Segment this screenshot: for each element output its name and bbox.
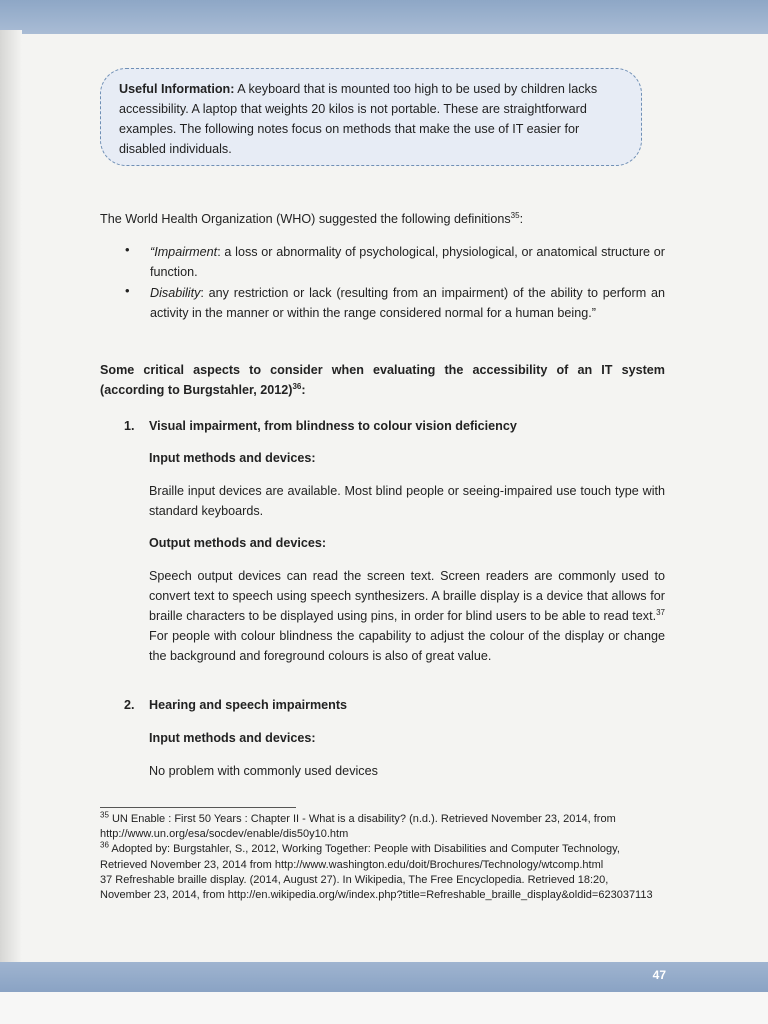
page-bottom-margin [0, 992, 768, 1024]
bullet-icon: • [125, 283, 130, 298]
footnote-ref-37: 37 [656, 607, 665, 617]
section-1-title: Visual impairment, from blindness to colour vision deficiency [149, 419, 517, 433]
section-2-input-heading: Input methods and devices: [149, 731, 316, 745]
who-intro [100, 209, 670, 229]
section-2-title: Hearing and speech impairments [149, 698, 348, 712]
footnote-35-text: UN Enable : First 50 Years : Chapter II - What is a disability? (n.d.). Retrieved November 23, 2014, from http://www.un.org/esa/socdev/enable/dis50y10.htm [100, 813, 616, 841]
definition-disability [150, 283, 665, 323]
section-1-number: 1. [124, 419, 135, 433]
definition-term: Disability [150, 286, 201, 300]
binding-shadow [0, 30, 22, 970]
definition-text: : a loss or abnormality of psychological, physiological, or anatomical structure or function. [150, 245, 665, 279]
footnote-36 [100, 842, 660, 872]
output-text-part-a: Speech output devices can read the screen text. Screen readers are commonly used to convert text to speech using speech synthesizers. A braille display is a device that allows for braille characters to be displayed using pins, in order for blind users to be able to read text. [149, 569, 665, 623]
who-intro-text: The World Health Organization (WHO) suggested the following definitions [100, 212, 511, 226]
info-box-label: Useful Information: [119, 82, 235, 96]
definition-text: : any restriction or lack (resulting from an impairment) of the ability to perform an activity in the manner or within the range considered normal for a human being.” [150, 286, 665, 320]
section-2-number: 2. [124, 698, 135, 712]
footnote-ref-35: 35 [510, 210, 520, 220]
who-intro-suffix: : [519, 212, 524, 226]
section-1-output-heading: Output methods and devices: [149, 536, 327, 550]
aspects-heading-suffix: : [301, 383, 306, 397]
footnote-divider [100, 807, 296, 808]
footnote-36-text: Adopted by: Burgstahler, S., 2012, Working Together: People with Disabilities and Computer Technology, Retrieved November 23, 2014 from http://www.washington.edu/doit/Brochures/Technology/wtcomp.html [100, 843, 620, 871]
footnote-36-ref: 36 [100, 840, 109, 850]
definition-impairment [150, 242, 665, 282]
output-text-part-b: For people with colour blindness the capability to adjust the colour of the display or change the background and foreground colours is also of great value. [149, 629, 665, 663]
section-1-input-text: Braille input devices are available. Most blind people or seeing-impaired use touch type with standard keyboards. [149, 484, 665, 518]
footnote-35-ref: 35 [100, 810, 109, 820]
footnote-35 [100, 812, 660, 842]
useful-information-box [100, 68, 642, 166]
bullet-icon: • [125, 242, 130, 257]
footnote-ref-36: 36 [292, 381, 302, 391]
footnote-37: 37 Refreshable braille display. (2014, August 27). In Wikipedia, The Free Encyclopedia. Retrieved 18:20, November 23, 2014, from http://en.wikipedia.org/w/index.php?title=Refreshable_braille_display&oldid=623037113 [100, 873, 653, 902]
definition-term: “Impairment [150, 245, 218, 259]
aspects-heading [100, 360, 665, 400]
aspects-heading-text: Some critical aspects to consider when evaluating the accessibility of an IT system (according to Burgstahler, 2012) [100, 363, 665, 397]
section-2-input-text: No problem with commonly used devices [149, 764, 378, 778]
page-number: 47 [652, 968, 666, 982]
section-1-output-text [149, 566, 665, 666]
section-1-input-heading: Input methods and devices: [149, 451, 316, 465]
info-box-text: A keyboard that is mounted too high to be used by children lacks accessibility. A laptop that weights 20 kilos is not portable. These are straightforward examples. The following notes focus on methods that make the use of IT easier for disabled individuals. [119, 82, 598, 156]
top-color-band [0, 0, 768, 34]
footnotes [100, 812, 660, 903]
